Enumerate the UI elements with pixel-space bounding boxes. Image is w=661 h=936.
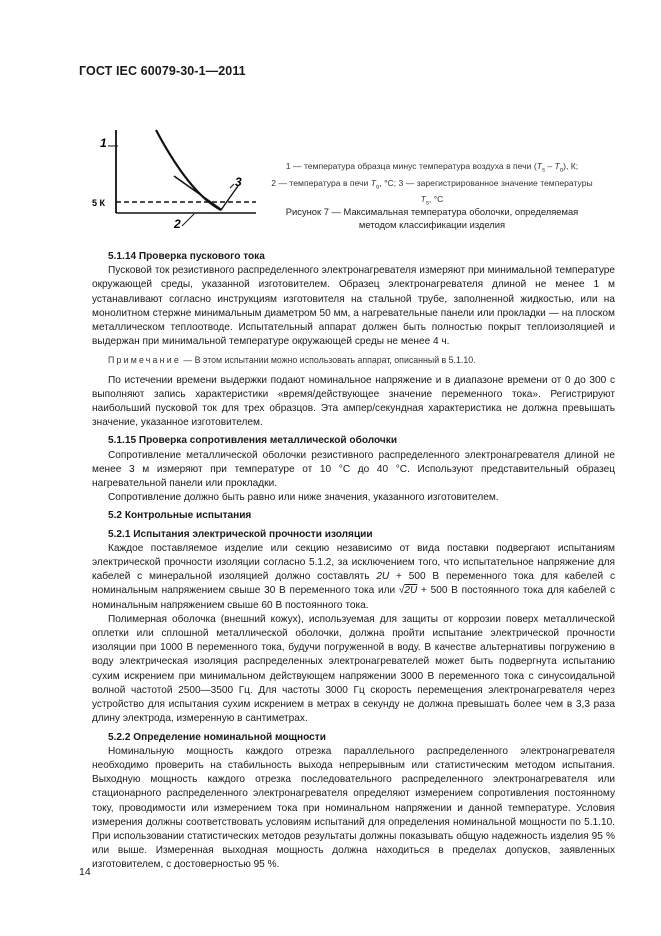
paragraph-dielectric-test: Каждое поставляемое изделие или секцию независимо от вида поставки подвергают испытаниям электрической прочности изоляции согласно 5.1.2, за исключением того, что испытательное напряжение для кабелей с минеральной изоляцией должно составлять 2U + 500 В переменного тока для кабелей с номинальным напряжением свыше 30 В переменного тока или √2U + 500 В постоянного тока для кабелей с номинальным напряжением свыше 60 В постоянного тока. [92, 542, 615, 611]
legend-line-2: 2 — температура в печи $T_o$, °С; 3 — зарегистрированное значение температуры [271, 177, 593, 191]
document-header: ГОСТ IEC 60079-30-1—2011 [79, 64, 246, 78]
label-2: 2 [174, 217, 181, 231]
paragraph-start-current: Пусковой ток резистивного распределенного электронагревателя измеряют при минимальной температуре окружающей среды, указанной изготовителем. Образец электронагревателя длиной не менее 1 м устанавливают согласно инструкциям изготовителя на стальной трубе, заполненной жидкостью, или на монолитном стержне минимальным диаметром 50 мм, а нагревательные панели или прокладки — на плоском металлическом теплоотводе. Испытательный аппарат должен быть полностью покрыт теплоизоляцией и выдержан при минимальной температуре окружающей среды не менее 4 ч. [92, 265, 615, 348]
formula-2u: 2U [376, 571, 390, 583]
label-5k: 5 К [92, 198, 105, 208]
paragraph-polymer-sheath: Полимерная оболочка (внешний кожух), используемая для защиты от коррозии поверх металлической оплетки или сплошной металлической оболочки, должна пройти испытание электрической прочности изоляции при 1000 В переменного тока, будучи погруженной в воду. В качестве альтернативы погружению в воду электрическая изоляция распределенных электронагревателей может быть подвергнута испытанию сухим искрением при минимальном действующем напряжении 3000 В переменного тока с синусоидальной волной частотой 2500—3500 Гц. Для частоты 3000 Гц скорость перемещения электронагревателя через устройство для испытания сухим искрением в метрах в секунду не должна превышать более чем в 3,3 раза длину электрода, измеренную в сантиметрах. [92, 613, 615, 725]
leader-3 [230, 184, 234, 188]
note-text: — В этом испытании можно использовать аппарат, описанный в 5.1.10. [180, 355, 476, 366]
legend-line-3: $T_s$, °С [420, 194, 444, 208]
paragraph-sheath-resistance: Сопротивление металлической оболочки резистивного распределенного электронагревателя длиной не менее 3 м измеряют при температуре от 10 °С до 40 °С. Используют представительный образец нагревательной панели или прокладки. [92, 449, 615, 490]
figure-title-line-2: методом классификации изделия [358, 218, 506, 230]
paragraph-recording: По истечении времени выдержки подают номинальное напряжение и в диапазоне времени от 0 до 300 с выполняют запись характеристики «время/действующее значение переменного тока». Регистрируют наибольший пусковой ток для трех образцов. Эта ампер/секундная характеристика не должна превышать значение, указанное изготовителем. [92, 374, 615, 429]
curve-3 [221, 186, 238, 210]
note [92, 353, 615, 367]
heading-5-2: 5.2 Контрольные испытания [108, 510, 252, 522]
formula-sqrt-2u: 2U [404, 585, 418, 597]
leader-2 [182, 214, 194, 226]
curve-2 [174, 176, 222, 210]
paragraph-resistance-limit: Сопротивление должно быть равно или ниже значения, указанного изготовителем. [108, 492, 499, 504]
temperature-figure [90, 90, 260, 240]
label-3: 3 [235, 175, 242, 189]
paragraph-rated-power: Номинальную мощность каждого отрезка параллельного распределенного электронагревателя необходимо проверить на стабильность выхода непрерывным или статистическим методом испытания. Выходную мощность каждого отрезка последовательного распределенного электронагревателя или стационарного распределенного электронагревателя определяют измерением сопротивления постоянному току, проводимости или измерением тока при номинальном напряжении и данной температуре. Условия измерения должны соответствовать условиям испытаний для определения номинальной мощности по 5.1.10. При использовании статистических методов результаты должны показывать общую надежность изделия 95 % или выше. Измеренная выходная мощность должна находиться в пределах допусков, заявленных изготовителем, с достоверностью 95 %. [92, 745, 615, 871]
figure-legend [262, 160, 602, 210]
label-1: 1 [100, 136, 107, 150]
sqrt-symbol: √ [398, 585, 405, 597]
legend-line-1: 1 — температура образца минус температура воздуха в печи $(T_s - T_o)$, К; [285, 161, 579, 174]
heading-5-1-15: 5.1.15 Проверка сопротивления металлической оболочки [108, 435, 398, 447]
body-text [92, 246, 615, 873]
curve-1 [156, 130, 221, 210]
figure-title [262, 206, 602, 231]
page-number: 14 [79, 866, 91, 878]
figure-title-line-1: Рисунок 7 — Максимальная температура оболочки, определяемая [285, 206, 579, 217]
heading-5-1-14: 5.1.14 Проверка пускового тока [108, 251, 265, 262]
heading-5-2-2: 5.2.2 Определение номинальной мощности [108, 731, 326, 743]
note-label: Примечание [108, 355, 181, 366]
heading-5-2-1: 5.2.1 Испытания электрической прочности изоляции [108, 528, 373, 540]
